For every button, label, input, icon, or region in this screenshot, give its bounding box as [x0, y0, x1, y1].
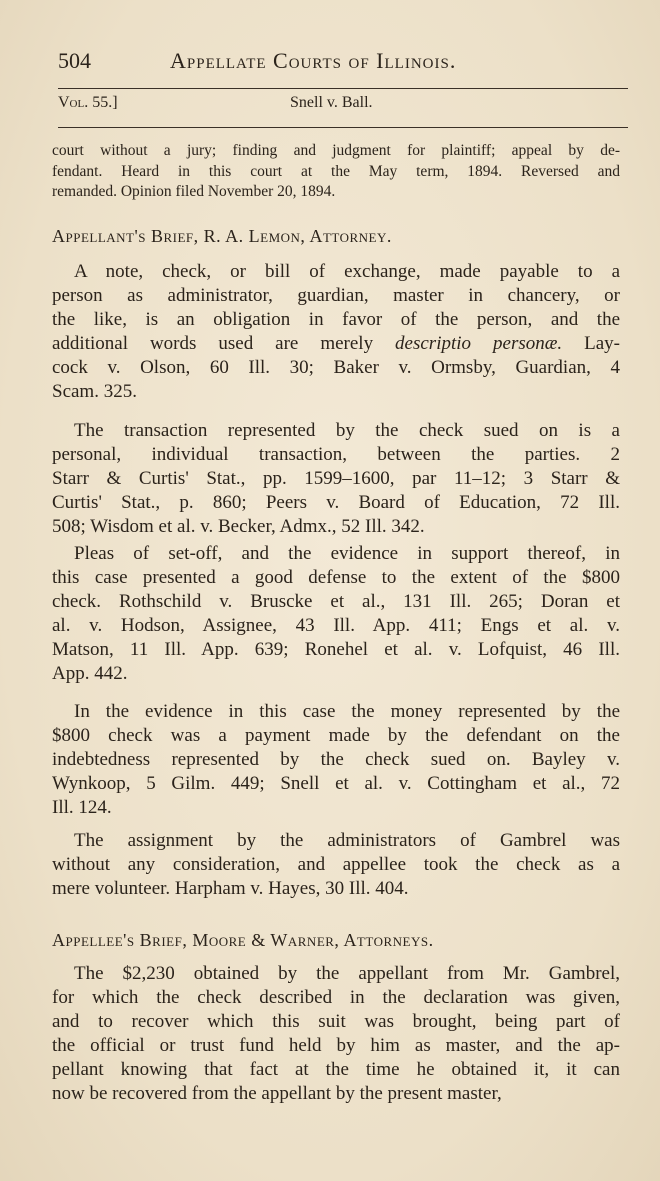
subheader-rule: [58, 127, 628, 128]
text-line: A note, check, or bill of exchange, made payable to a: [74, 261, 620, 282]
text-line: Ill. 124.: [52, 797, 112, 818]
text-line: cock v. Olson, 60 Ill. 30; Baker v. Ormsby, Guardian, 4: [52, 357, 620, 378]
page-number: 504: [58, 48, 91, 73]
text-segment: additional words used are merely: [52, 333, 396, 354]
volume-label: Vol. 55.]: [58, 94, 118, 111]
text-line: In the evidence in this case the money represented by the: [74, 701, 620, 722]
text-line: and to recover which this suit was brought, being part of: [52, 1011, 620, 1032]
text-line: Wynkoop, 5 Gilm. 449; Snell et al. v. Cottingham et al., 72: [52, 773, 620, 794]
section-heading: Appellee's Brief, Moore & Warner, Attorneys.: [52, 930, 434, 950]
text-line: person as administrator, guardian, master in chancery, or: [52, 285, 620, 306]
text-line: check. Rothschild v. Bruscke et al., 131 Ill. 265; Doran et: [52, 591, 620, 612]
text-line: The transaction represented by the check sued on is a: [74, 420, 620, 441]
text-line: now be recovered from the appellant by the present master,: [52, 1083, 502, 1104]
text-line: The $2,230 obtained by the appellant from Mr. Gambrel,: [74, 963, 620, 984]
text-segment: Lay-: [562, 333, 620, 354]
section-heading: Appellant's Brief, R. A. Lemon, Attorney.: [52, 226, 392, 246]
text-line: without any consideration, and appellee took the check as a: [52, 854, 620, 875]
text-line: $800 check was a payment made by the defendant on the: [52, 725, 620, 746]
case-name: Snell v. Ball.: [290, 94, 373, 111]
text-line: indebtedness represented by the check sued on. Bayley v.: [52, 749, 620, 770]
text-line: personal, individual transaction, between the parties. 2: [52, 444, 620, 465]
header-rule: [58, 88, 628, 89]
text-line: Starr & Curtis' Stat., pp. 1599–1600, par 11–12; 3 Starr &: [52, 468, 620, 489]
italic-phrase: descriptio personæ.: [395, 333, 563, 354]
text-line: al. v. Hodson, Assignee, 43 Ill. App. 411; Engs et al. v.: [52, 615, 620, 636]
text-line: the like, is an obligation in favor of the person, and the: [52, 309, 620, 330]
text-line: 508; Wisdom et al. v. Becker, Admx., 52 Ill. 342.: [52, 516, 425, 537]
text-line: this case presented a good defense to the extent of the $800: [52, 567, 620, 588]
text-line: pellant knowing that fact at the time he obtained it, it can: [52, 1059, 620, 1080]
text-line: The assignment by the administrators of Gambrel was: [74, 830, 620, 851]
text-line: [52, 333, 620, 355]
text-line: Matson, 11 Ill. App. 639; Ronehel et al. v. Lofquist, 46 Ill.: [52, 639, 620, 660]
text-line: Scam. 325.: [52, 381, 137, 402]
text-line: Pleas of set-off, and the evidence in support thereof, in: [74, 543, 620, 564]
text-line: App. 442.: [52, 663, 128, 684]
text-line: the official or trust fund held by him as master, and the ap-: [52, 1035, 620, 1056]
running-title: Appellate Courts of Illinois.: [170, 48, 457, 73]
text-line: for which the check described in the declaration was given,: [52, 987, 620, 1008]
text-line: Curtis' Stat., p. 860; Peers v. Board of Education, 72 Ill.: [52, 492, 620, 513]
text-line: remanded. Opinion filed November 20, 1894.: [52, 183, 336, 200]
text-line: court without a jury; finding and judgment for plaintiff; appeal by de-: [52, 142, 620, 159]
text-line: mere volunteer. Harpham v. Hayes, 30 Ill. 404.: [52, 878, 409, 899]
text-line: fendant. Heard in this court at the May term, 1894. Reversed and: [52, 162, 620, 180]
